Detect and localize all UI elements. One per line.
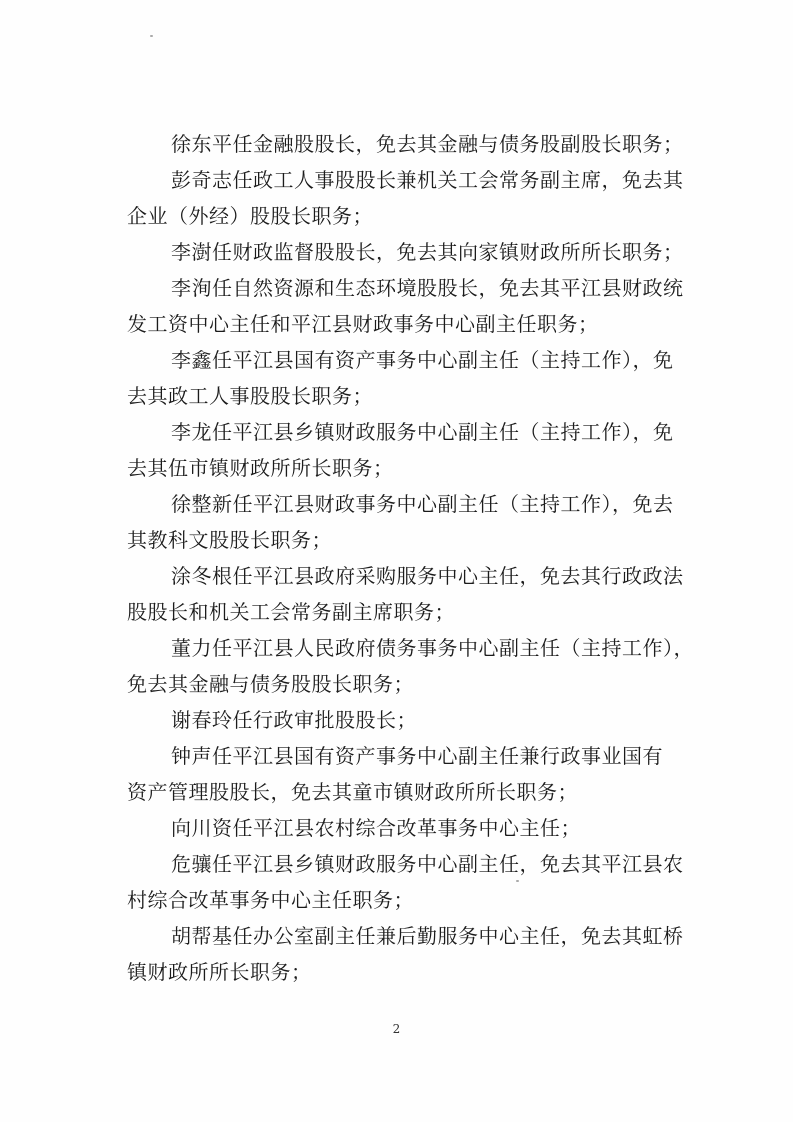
text-line-17: 谢春玲任行政审批股股长； (171, 708, 417, 732)
text-line-23: 胡帮基任办公室副主任兼后勤服务中心主任，免去其虹桥 (171, 924, 684, 948)
text-line-13: 涂冬根任平江县政府采购服务中心主任，免去其行政政法 (171, 564, 684, 588)
text-line-9: 李龙任平江县乡镇财政服务中心副主任（主持工作），免 (171, 420, 674, 444)
text-line-2: 彭奇志任政工人事股股长兼机关工会常务副主席，免去其 (171, 168, 684, 192)
text-line-19: 资产管理股股长，免去其童市镇财政所所长职务； (127, 780, 578, 804)
text-line-10: 去其伍市镇财政所所长职务； (127, 456, 394, 480)
text-line-18: 钟声任平江县国有资产事务中心副主任兼行政事业国有 (171, 744, 663, 768)
text-line-6: 发工资中心主任和平江县财政事务中心副主任职务； (127, 312, 599, 336)
text-line-14: 股股长和机关工会常务副主席职务； (127, 600, 455, 624)
text-line-20: 向川资任平江县农村综合改革事务中心主任； (171, 816, 581, 840)
text-line-24: 镇财政所所长职务； (127, 960, 312, 984)
text-line-21: 危骧任平江县乡镇财政服务中心副主任，免去其平江县农 (171, 852, 684, 876)
text-line-12: 其教科文股股长职务； (127, 528, 332, 552)
scan-speck (516, 880, 519, 882)
text-line-3: 企业（外经）股股长职务； (127, 204, 373, 228)
text-line-7: 李鑫任平江县国有资产事务中心副主任（主持工作），免 (171, 348, 674, 372)
text-line-8: 去其政工人事股股长职务； (127, 384, 373, 408)
text-line-22: 村综合改革事务中心主任职务； (127, 888, 414, 912)
text-line-16: 免去其金融与债务股股长职务； (127, 672, 414, 696)
page-number: 2 (392, 1022, 401, 1036)
text-line-1: 徐东平任金融股股长，免去其金融与债务股副股长职务； (171, 132, 684, 156)
text-line-15: 董力任平江县人民政府债务事务中心副主任（主持工作）， (171, 636, 694, 660)
text-line-4: 李澍任财政监督股股长，免去其向家镇财政所所长职务； (171, 240, 684, 264)
scan-speck (150, 35, 153, 37)
text-line-5: 李洵任自然资源和生态环境股股长，免去其平江县财政统 (171, 276, 684, 300)
text-line-11: 徐整新任平江县财政事务中心副主任（主持工作），免去 (171, 492, 674, 516)
